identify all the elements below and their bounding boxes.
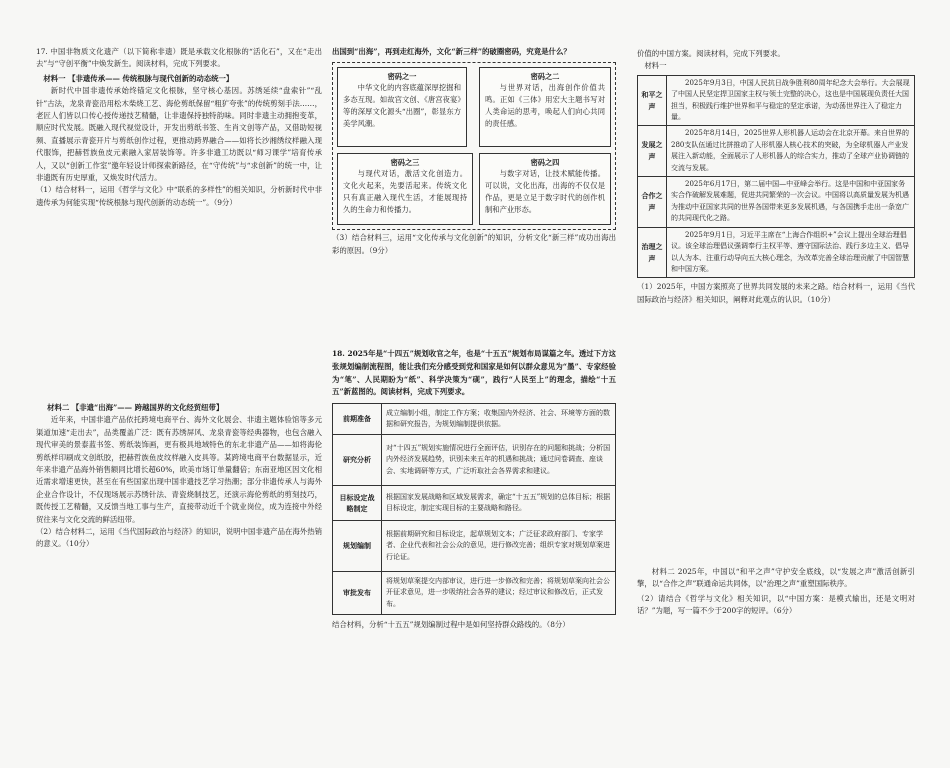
step-label: 目标设定战略制定 bbox=[333, 486, 382, 521]
code-box-2 bbox=[479, 67, 611, 147]
step-content: 根据前期研究和目标设定，起草规划文本；广泛征求政府部门、专家学者、企业代表和社会公众的意见，进行修改完善；组织专家对规划草案进行论证。 bbox=[382, 521, 616, 572]
q17-material2-body: 近年来，中国非遗产品依托跨境电商平台、海外文化展会、非遗主题体验馆等多元渠道加速“走出去”，品类覆盖广泛：既有苏绣屏风、龙泉青瓷等经典器物，也包含融入现代审美的景泰蓝书签、剪纸装饰画，更有极具地域特色的东北非遗产品——如将海伦剪纸样印刷成文创纸胶，把赫哲族鱼皮纹样融入皮具等。某跨境电商平台数据显示，近年来非遗产品海外销售额同比增长超60%，欧美市场订单量翻倍；东南亚地区因文化相近需求增速更快，甚至在有些国家出现中国非遗技艺学习热潮；部分非遗传承人与海外企业合作设计，不仅现场展示苏绣针法、青瓷烧制技艺，还演示海伦剪纸的剪刻技巧，既传授工艺精髓，又反馈当地工事与生产，直接带动近千个就业岗位，成为连接中外经贸往来与文化交流的鲜活纽带。 bbox=[36, 415, 322, 524]
question-17-column bbox=[36, 46, 322, 209]
voice-label: 合作之声 bbox=[638, 177, 667, 228]
code-title-4: 密码之四 bbox=[530, 158, 560, 168]
table-row bbox=[333, 486, 616, 521]
col3-sub1: （1）2025年，中国方案照亮了世界共同发展的未来之路。结合材料一，运用《当代国际政治与经济》相关知识，阐释对此观点的认识。（10分） bbox=[637, 282, 915, 304]
code-title-3: 密码之三 bbox=[390, 158, 420, 168]
q17-material1-title: 材料一 【非遗传承—— 传统根脉与现代创新的动态统一】 bbox=[43, 73, 234, 83]
step-content: 对“十四五”规划实施情况进行全面评估，识别存在的问题和挑战；分析国内外经济发展趋势，识别未来五年的机遇和挑战；通过问卷调查、座谈会、实地调研等方式，广泛听取社会各界需求和建议。 bbox=[382, 435, 616, 486]
material3-intro: 出国到“出海”，再到走红海外，文化“新三样”的破圈密码，究竟是什么？ bbox=[332, 47, 571, 56]
col3-material2: 材料二 2025年，中国以“和平之声”守护安全底线，以“发展之声”激活创新引擎，以“合作之声”联通命运共同体，以“治理之声”重塑国际秩序。 bbox=[637, 567, 915, 589]
col3-material2-section bbox=[637, 566, 915, 618]
code-body-3: 与现代对话，激活文化创造力。文化火起来，先要活起来。传统文化只有真正融入现代生活，才能展现持久的生命力和传播力。 bbox=[343, 169, 467, 214]
table-row bbox=[333, 435, 616, 486]
voice-content: 2025年9月1日，习近平主席在“上海合作组织+”会议上提出全球治理倡议。该全球治理倡议强调奉行主权平等、遵守国际法治、践行多边主义、倡导以人为本、注重行动导向五大核心理念，为改革完善全球治理贡献了中国智慧和中国方案。 bbox=[667, 227, 915, 278]
q17-sub2: （2）结合材料二，运用《当代国际政治与经济》的知识，说明中国非遗产品在海外热销的意义。（10分） bbox=[36, 527, 322, 549]
code-title-1: 密码之一 bbox=[387, 72, 417, 82]
codes-diagram bbox=[332, 62, 616, 230]
step-label: 审批发布 bbox=[333, 572, 382, 615]
code-box-4 bbox=[479, 153, 611, 225]
question-18 bbox=[332, 348, 616, 632]
col2-sub3: （3）结合材料三，运用“文化传承与文化创新”的知识，分析文化“新三样”成功出海出彩的原因。（9分） bbox=[332, 233, 616, 255]
code-body-1: 中华文化的内容底蕴深厚挖掘和多态互现。如故宫文创、《唐宫夜宴》等的深厚文化源头“出圈”，彰显东方美学风潮。 bbox=[343, 83, 461, 128]
column-3 bbox=[637, 48, 915, 306]
step-label: 规划编制 bbox=[333, 521, 382, 572]
table-row bbox=[638, 75, 915, 126]
step-content: 成立编制小组，制定工作方案；收集国内外经济、社会、环境等方面的数据和研究报告，为规划编制提供依据。 bbox=[382, 404, 616, 435]
step-content: 根据国家发展战略和区域发展需求，确定“十五五”规划的总体目标；根据目标设定，制定实现目标的主要战略和路径。 bbox=[382, 486, 616, 521]
step-content: 将规划草案提交内部审议，进行进一步修改和完善；将规划草案向社会公开征求意见，进一步吸纳社会各界的建议；经过审议和修改后，正式发布。 bbox=[382, 572, 616, 615]
table-row bbox=[638, 227, 915, 278]
code-box-1 bbox=[337, 67, 467, 147]
code-body-2: 与世界对话，出海创作价值共鸣。正如《三体》用宏大主题书写对人类命运的思考，唤起人们向心共同的责任感。 bbox=[485, 83, 605, 128]
step-label: 前期准备 bbox=[333, 404, 382, 435]
col3-material1-label: 材料一 bbox=[644, 61, 667, 71]
table-row bbox=[638, 177, 915, 228]
voice-label: 发展之声 bbox=[638, 126, 667, 177]
q17-material2-section bbox=[36, 402, 322, 551]
voice-content: 2025年9月3日，中国人民抗日战争胜利80周年纪念大会举行。大会展现了中国人民坚定捍卫国家主权与领土完整的决心，这也是中国展现负责任大国担当，积极践行维护世界和平与稳定的坚定承诺，为动荡世界注入了稳定力量。 bbox=[667, 75, 915, 126]
col3-sub2: （2）请结合《哲学与文化》相关知识，以“中国方案：是模式输出，还是文明对话？”为题，写一篇不少于200字的短评。（6分） bbox=[637, 593, 915, 616]
q17-material2-title: 材料二 【非遗“出海”—— 跨越国界的文化经贸纽带】 bbox=[47, 403, 224, 412]
q17-intro: 17. 中国非物质文化遗产（以下简称非遗）既是承载文化根脉的“活化石”，又在“走出去”与“守创平衡”中焕发新生。阅读材料，完成下列要求。 bbox=[36, 47, 322, 69]
q17-material1-body: 新时代中国非遗传承始终锚定文化根脉，坚守核心基因。苏绣延续“盘索针”“乱针”古法，龙泉青瓷沿用松木柴烧工艺、海伦剪纸保留“粗犷夸张”的传统剪刻手法……，老匠人们皆以口传心授传递技艺精髓，让非遗保持独特韵味。同时非遗主动拥抱变革，顺应时代发展。既融入现代视觉设计，开发出剪纸书签、生肖文创等产品，又借助短视频、直播展示青瓷开片与剪纸创作过程，更推动跨界融合——如将长沙湘绣纹样融入现代服饰，把赫哲族鱼皮元素融入家居装饰等。许多非遗工坊既以“师习课学”培育传承人，又以“创新工作室”邀年轻设计师探索新路径，在“守传统”与“求创新”的统一中，让非遗既有历史厚重，又焕发时代活力。 bbox=[36, 86, 322, 183]
column-2 bbox=[332, 46, 616, 257]
q17-sub1: （1）结合材料一，运用《哲学与文化》中“联系的多样性”的相关知识，分析新时代中非遗传承为何能实现“传统根脉与现代创新的动态统一”。（9分） bbox=[36, 185, 322, 207]
voice-label: 治理之声 bbox=[638, 227, 667, 278]
q18-sub: 结合材料，分析“十五五”规划编制过程中是如何坚持群众路线的。（8分） bbox=[332, 620, 570, 630]
voice-content: 2025年6月17日，第二届中国—中亚峰会举行。这是中国和中亚国家务实合作破解发展难题，促进共同繁荣的一次会议。中国将以高质量发展为机遇为推动中亚国家共同的世界各国带来更多发展机遇，与各国携手走出一条宽广的共同现代化之路。 bbox=[667, 177, 915, 228]
voice-content: 2025年8月14日，2025世界人形机器人运动会在北京开幕。来自世界的280支队伍通过比拼推动了人形机器人核心技术的突破，为全球机器人产业发展注入新动能，全面展示了人形机器人的综合实力，推动了全球产业协调链的交流与发展。 bbox=[667, 126, 915, 177]
table-row bbox=[333, 521, 616, 572]
voice-label: 和平之声 bbox=[638, 75, 667, 126]
table-row bbox=[333, 572, 616, 615]
four-voices-table bbox=[637, 75, 915, 279]
col3-top-text: 价值的中国方案。阅读材料，完成下列要求。 bbox=[637, 49, 785, 58]
table-row bbox=[638, 126, 915, 177]
q18-intro: 18. 2025年是“十四五”规划收官之年，也是“十五五”规划布局谋篇之年。透过下方这张规划编制流程图，能让我们充分感受到党和国家是如何以群众意见为“墨”、专家经验为“笔”、人民期盼为“纸”、科学决策为“砚”，践行“人民至上”的理念，描绘“十五五”新蓝图的。阅读材料，完成下列要求。 bbox=[332, 349, 616, 397]
code-body-4: 与数字对话，让技术赋能传播。可以说，文化出海，出海的不仅仅是作品，更是立足于数字时代的创作机制和产业形态。 bbox=[485, 169, 605, 214]
q18-process-table bbox=[332, 403, 616, 615]
code-title-2: 密码之二 bbox=[530, 72, 560, 82]
step-label: 研究分析 bbox=[333, 435, 382, 486]
table-row bbox=[333, 404, 616, 435]
code-box-3 bbox=[337, 153, 473, 225]
